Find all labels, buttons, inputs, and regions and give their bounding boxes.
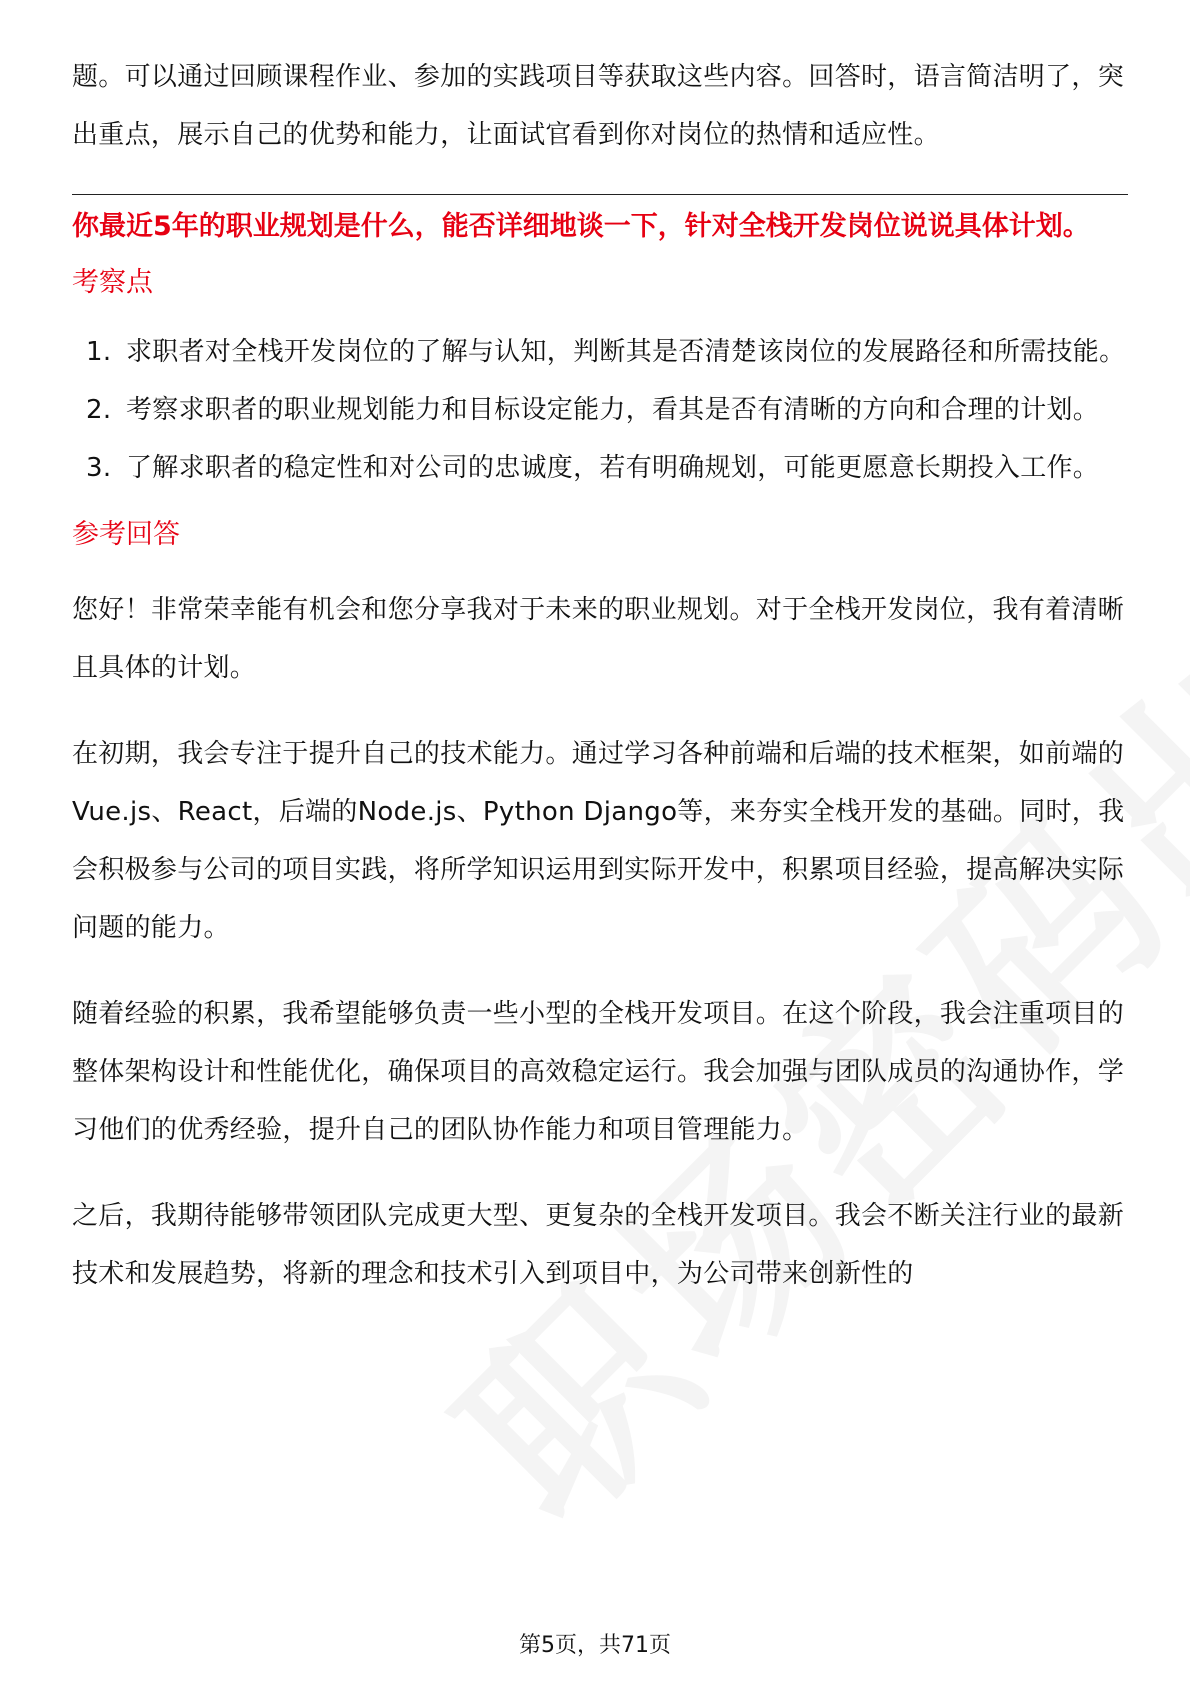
intro-paragraph: 题。可以通过回顾课程作业、参加的实践项目等获取这些内容。回答时，语言简洁明了，突出重点，展示自己的优势和能力，让面试官看到你对岗位的热情和适应性。 [72, 62, 1125, 150]
list-item [72, 323, 1128, 381]
list-item [72, 381, 1128, 439]
list-item-text: 求职者对全栈开发岗位的了解与认知，判断其是否清楚该岗位的发展路径和所需技能。 [126, 337, 1126, 367]
list-item-text: 了解求职者的稳定性和对公司的忠诚度，若有明确规划，可能更愿意长期投入工作。 [126, 453, 1100, 483]
list-item-text: 考察求职者的职业规划能力和目标设定能力，看其是否有清晰的方向和合理的计划。 [126, 395, 1100, 425]
answer-paragraph: 在初期，我会专注于提升自己的技术能力。通过学习各种前端和后端的技术框架，如前端的Vue.js、React，后端的Node.js、Python Django等，来夯实全栈开发的基础。同时，我会积极参与公司的项目实践，将所学知识运用到实际开发中，积累项目经验，提高解决实际问题的能力。 [72, 739, 1125, 943]
page-footer: 第5页，共71页 [519, 1633, 671, 1658]
document-page [72, 48, 1128, 1303]
section-divider [72, 194, 1128, 195]
answer-label: 参考回答 [72, 519, 180, 550]
points-list [72, 323, 1128, 497]
points-label: 考察点 [72, 267, 153, 298]
list-item-number: 1. [86, 337, 112, 367]
list-item-number: 2. [86, 395, 112, 425]
list-item [72, 439, 1128, 497]
answer-paragraph: 您好！非常荣幸能有机会和您分享我对于未来的职业规划。对于全栈开发岗位，我有着清晰且具体的计划。 [72, 595, 1125, 683]
list-item-number: 3. [86, 453, 112, 483]
answer-paragraph: 之后，我期待能够带领团队完成更大型、更复杂的全栈开发项目。我会不断关注行业的最新技术和发展趋势，将新的理念和技术引入到项目中，为公司带来创新性的 [72, 1201, 1125, 1289]
answer-paragraph: 随着经验的积累，我希望能够负责一些小型的全栈开发项目。在这个阶段，我会注重项目的整体架构设计和性能优化，确保项目的高效稳定运行。我会加强与团队成员的沟通协作，学习他们的优秀经验，提升自己的团队协作能力和项目管理能力。 [72, 999, 1125, 1145]
question-heading: 你最近5年的职业规划是什么，能否详细地谈一下，针对全栈开发岗位说说具体计划。 [72, 211, 1090, 242]
